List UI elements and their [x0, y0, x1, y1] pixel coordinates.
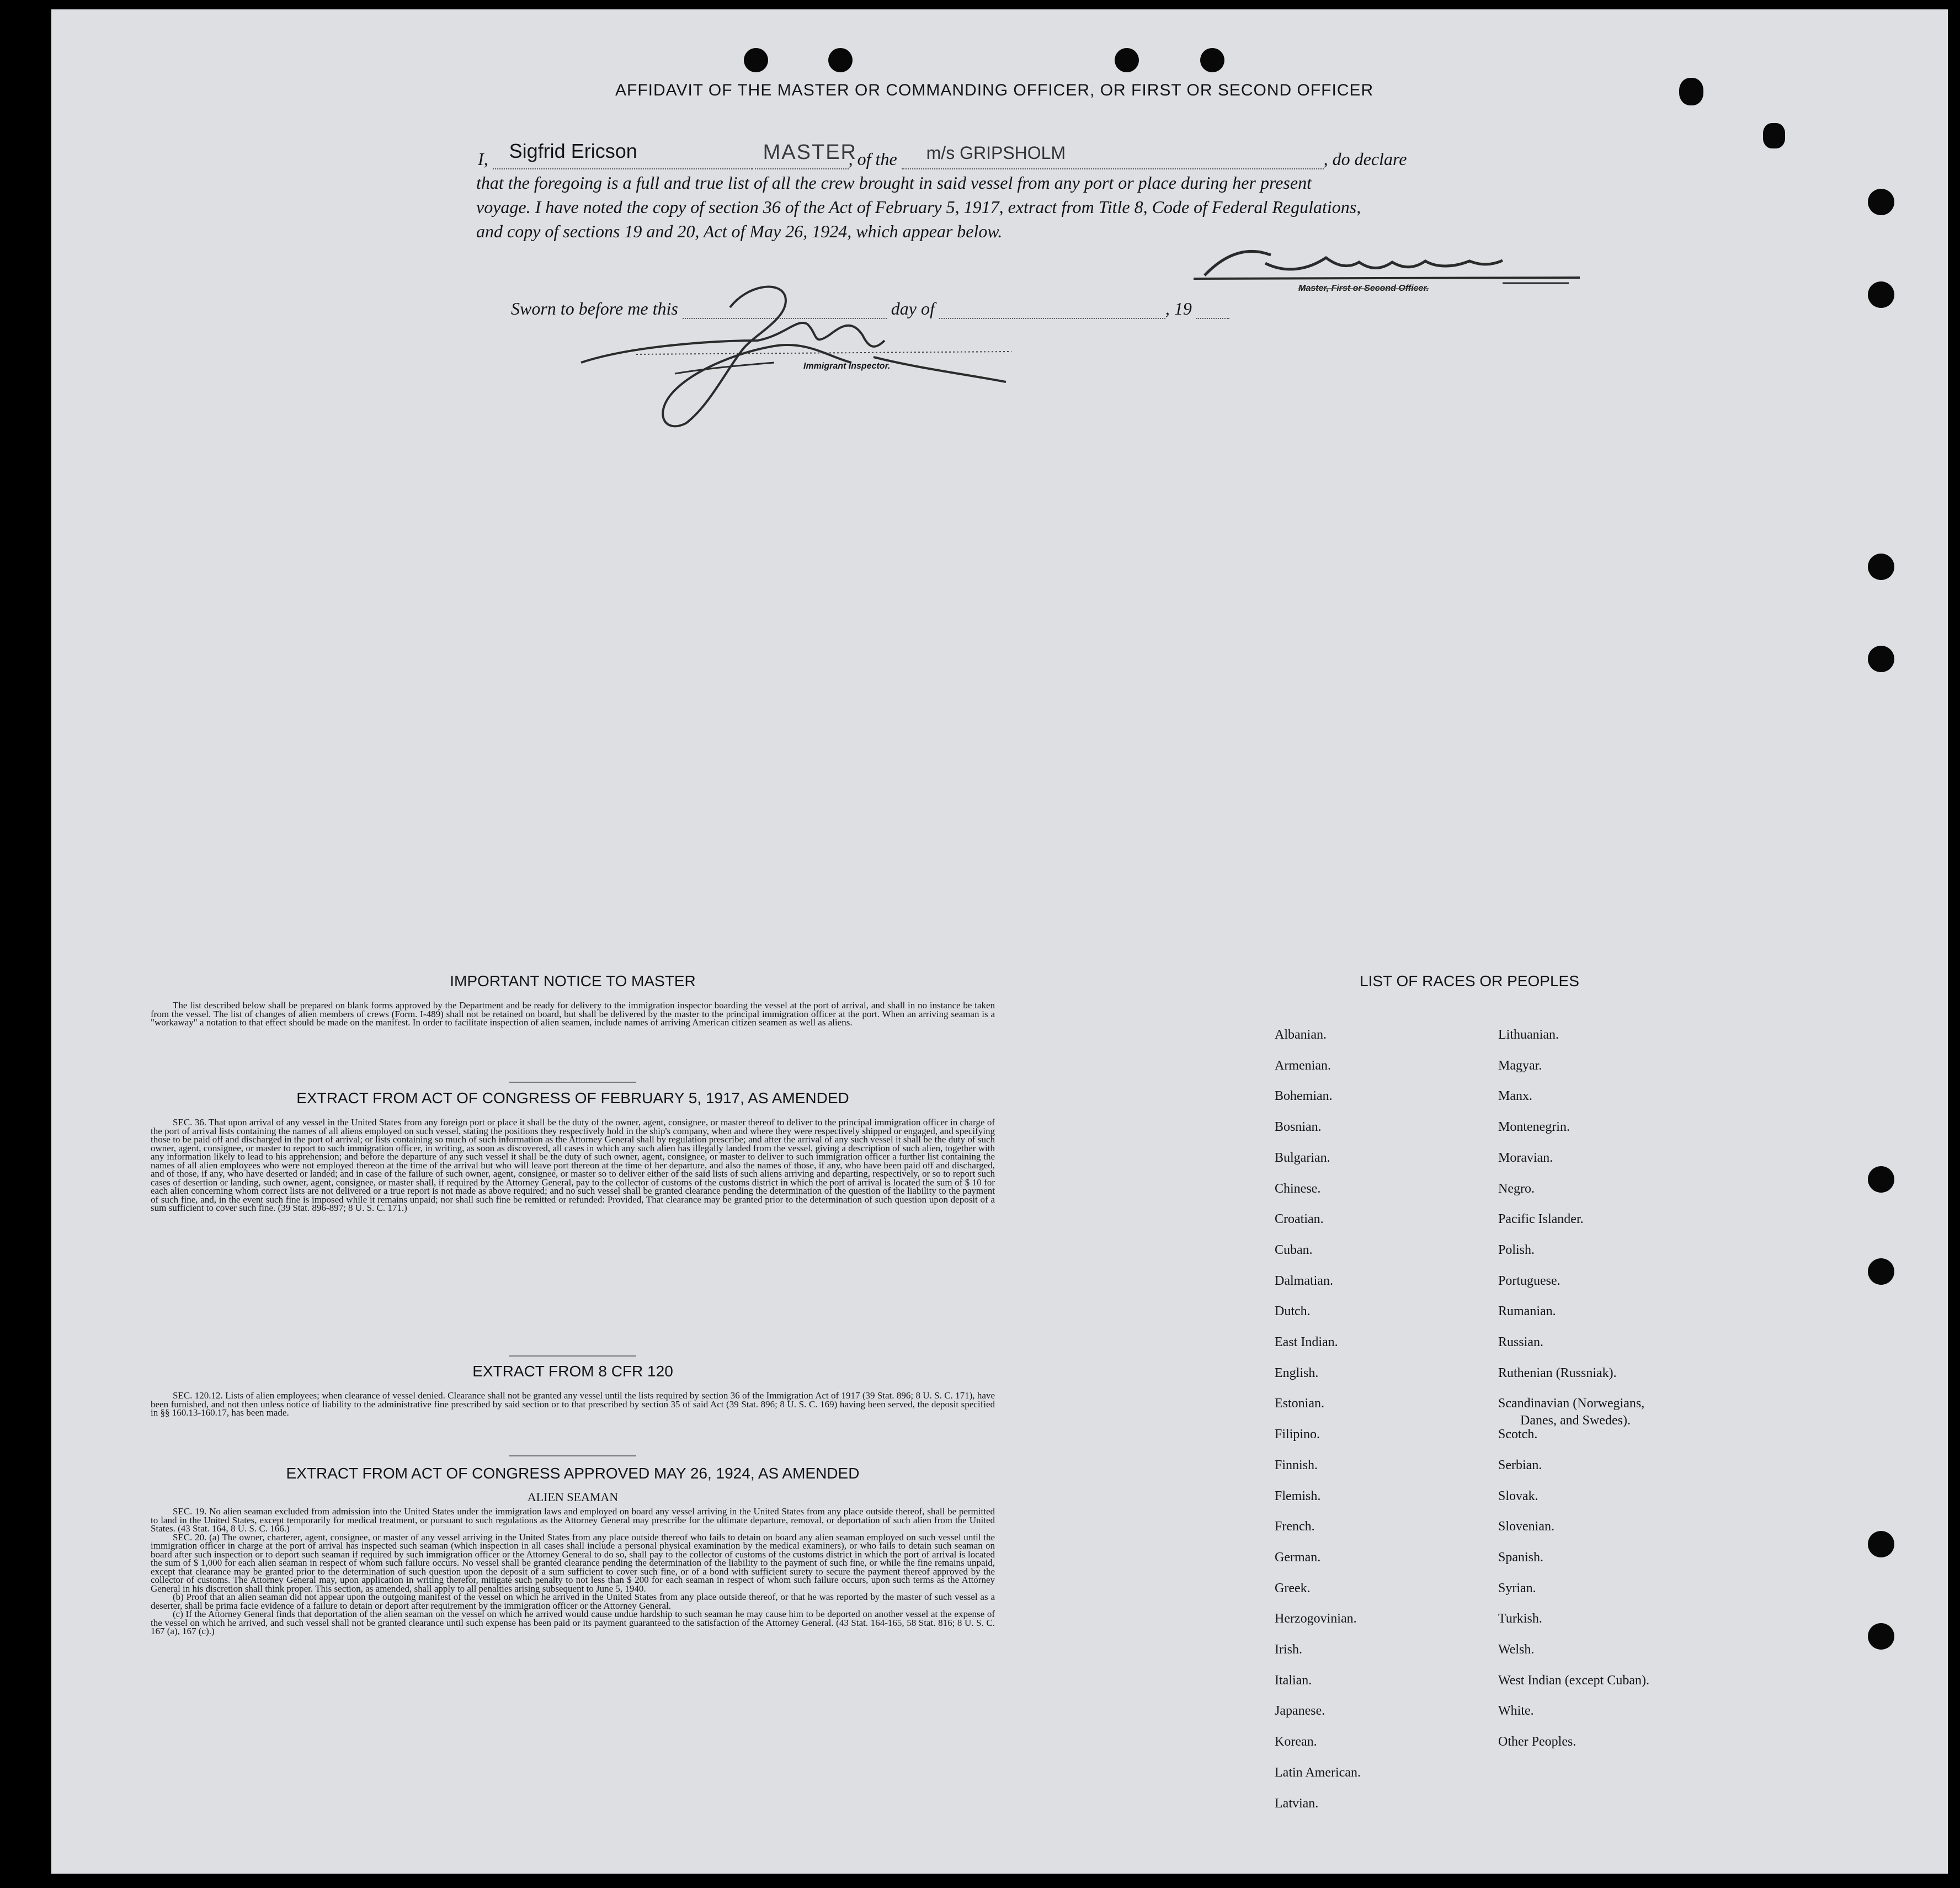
of-the-text: , of the [848, 149, 897, 169]
affidavit-title: AFFIDAVIT OF THE MASTER OR COMMANDING OFFICER, OR FIRST OR SECOND OFFICER [615, 81, 1374, 99]
punch-hole [1868, 1623, 1894, 1650]
punch-hole [1868, 189, 1894, 215]
declarant-name: Sigfrid Ericson [509, 140, 637, 162]
sec-20b-text: (b) Proof that an alien seaman did not appear upon the outgoing manifest of the vessel on which he arrived in the United States from any place outside thereof, or that he was reported by the master of such vessel as a deserter, shall be prima facie evidence of a failure to detain or deport after requirement by the immigration officer or the Attorney General. [151, 1592, 995, 1611]
race-item: German. [1275, 1550, 1321, 1565]
punch-hole [1679, 78, 1703, 105]
sec-19-text: SEC. 19. No alien seaman excluded from admission into the United States under the immigration laws and employed on board any vessel arriving in the United States from any place outside thereof, shall be permitted to land in the United States, except temporarily for medical treatment, or pursuant to such regulations as the Attorney General may prescribe for the ultimate departure, removal, or deportation of such alien from the United States. (43 Stat. 164, 8 U. S. C. 166.) [151, 1506, 995, 1534]
race-item: Greek. [1275, 1581, 1311, 1596]
race-item: Bosnian. [1275, 1120, 1322, 1134]
affidavit-line-4: and copy of sections 19 and 20, Act of May 26, 1924, which appear below. [476, 221, 1003, 241]
race-item: Serbian. [1498, 1458, 1542, 1472]
document-page [51, 9, 1948, 1874]
race-item: Bulgarian. [1275, 1151, 1330, 1165]
notice-text: The list described below shall be prepared on blank forms approved by the Department and be ready for delivery to the immigration inspector boarding the vessel at the port of arrival, and shall in no instance be taken from the vessel. The list of changes of alien members of crews (Form. I-489) shall not be retained on board, but shall be delivered by the master to the principal immigration officer at the port. When an arriving seaman is a "workaway" a notation to that effect should be made on the manifest. In order to facilitate inspection of alien seamen, include names of arriving American citizen seamen as well as aliens. [151, 1000, 995, 1028]
rank-field [752, 141, 858, 169]
race-item: Ruthenian (Russniak). [1498, 1366, 1617, 1380]
race-item: Welsh. [1498, 1642, 1535, 1657]
sec-20c-text: (c) If the Attorney General finds that deportation of the alien seaman on the vessel on which he arrived would cause undue hardship to such seaman he may cause him to be deported on another vessel at the expense of the vessel on which he arrived, and such vessel shall not be granted clearance until such expense has been paid or its payment guaranteed to the satisfaction of the Attorney General. (43 Stat. 164-165, 58 Stat. 816; 8 U. S. C. 167 (a), 167 (c).) [151, 1609, 995, 1636]
punch-hole [828, 48, 853, 72]
extract-1924-body [151, 1507, 995, 1636]
race-item: Finnish. [1275, 1458, 1318, 1472]
extract-1924-subtitle: ALIEN SEAMAN [527, 1490, 619, 1504]
race-item: Italian. [1275, 1673, 1312, 1688]
race-item: Irish. [1275, 1642, 1302, 1657]
race-item: Filipino. [1275, 1427, 1320, 1442]
race-item: Portuguese. [1498, 1274, 1560, 1288]
punch-hole [1868, 554, 1894, 580]
races-title: LIST OF RACES OR PEOPLES [1360, 972, 1579, 990]
pronoun: I, [478, 149, 488, 169]
sworn-text: Sworn to before me this [511, 299, 678, 318]
divider [509, 1082, 636, 1083]
punch-hole [1115, 48, 1139, 72]
race-item: White. [1498, 1704, 1534, 1718]
race-item: Armenian. [1275, 1059, 1331, 1073]
race-item: East Indian. [1275, 1335, 1338, 1349]
race-item: Flemish. [1275, 1489, 1321, 1503]
punch-hole [1200, 48, 1224, 72]
race-item: Moravian. [1498, 1151, 1553, 1165]
rank-stamp: MASTER [763, 141, 858, 164]
race-item: Bohemian. [1275, 1089, 1333, 1103]
race-item: Turkish. [1498, 1612, 1542, 1626]
race-item: Spanish. [1498, 1550, 1544, 1565]
race-item: Russian. [1498, 1335, 1544, 1349]
master-signature-caption: Master, First or Second Officer. [1298, 284, 1429, 293]
name-field [493, 140, 752, 169]
race-item: Negro. [1498, 1182, 1535, 1196]
race-item: Scandinavian (Norwegians, [1498, 1396, 1645, 1411]
race-item: Dutch. [1275, 1304, 1311, 1318]
race-item: Danes, and Swedes). [1520, 1413, 1631, 1428]
race-item: English. [1275, 1366, 1319, 1380]
affidavit-line-2: that the foregoing is a full and true list of all the crew brought in said vessel from any port or place during her present [476, 173, 1312, 193]
master-signature [1183, 236, 1613, 307]
inspector-caption: Immigrant Inspector. [803, 361, 891, 371]
punch-hole [1763, 123, 1785, 148]
race-item: Scotch. [1498, 1427, 1538, 1442]
race-item: Rumanian. [1498, 1304, 1556, 1318]
race-item: Croatian. [1275, 1212, 1324, 1226]
race-item: French. [1275, 1519, 1315, 1534]
affidavit-line-3: voyage. I have noted the copy of section 36 of the Act of February 5, 1917, extract from Title 8, Code of Federal Regulations, [476, 197, 1361, 217]
sworn-year-field [1196, 301, 1229, 319]
punch-hole [744, 48, 768, 72]
extract-1917-text: SEC. 36. That upon arrival of any vessel in the United States from any foreign port or place it shall be the duty of the owner, agent, consignee, or master thereof to deliver to the principal immigration officer in charge of the port of arrival lists containing the names of all aliens employed on such vessel, stating the positions they respectively hold in the ship's company, when and where they were respectively shipped or engaged, and specifying those to be paid off and discharged in the port of arrival; or lists containing so much of such information as the Attorney General shall by regulation prescribe; and after the arrival of any such vessel it shall be the duty of such owner, agent, consignee, or master to report to such immigration officer, in writing, as soon as discovered, all cases in which any such alien has illegally landed from the vessel, giving a description of such alien, together with any information likely to lead to his apprehension; and before the departure of any such vessel it shall be the duty of such owner, agent, consignee, or master to deliver to such immigration officer a further list containing the names of all alien employees who were not employed thereon at the time of the arrival but who will leave port thereon at the time of her departure, and also the names of those, if any, who have been paid off and discharged, and of those, if any, who have deserted or landed; and in case of the failure of such owner, agent, consignee, or master so to deliver either of the said lists of such aliens arriving and departing, respectively, or so to report such cases of desertion or landing, such owner, agent, consignee, or master shall, if required by the Attorney General, pay to the collector of customs of the customs district in which the port of arrival is located the sum of $ 10 for each alien concerning whom correct lists are not delivered or a true report is not made as above required; and no such vessel shall be granted clearance pending the determination of the question of the liability to the payment of such fine, and, in the event such fine is imposed while it remains unpaid; nor shall such fine be remitted or refunded: Provided, That clearance may be granted prior to the determination of such question upon deposit of a sum sufficient to cover such fine. (39 Stat. 896-897; 8 U. S. C. 171.) [151, 1117, 995, 1213]
sec-20a-text: SEC. 20. (a) The owner, charterer, agent, consignee, or master of any vessel arriving in the United States from any place outside thereof who fails to detain on board any alien seaman employed on such vessel until the immigration officer in charge at the port of arrival has inspected such seaman (which inspection in all cases shall include a personal physical examination by the medical examiners), or who fails to detain such seaman on board after such inspection or to deport such seaman if required by such immigration officer or the Attorney General to do so, shall pay to the collector of customs of the customs district in which the port of arrival is located the sum of $ 1,000 for each alien seaman in respect of whom such failure occurs. No vessel shall be granted clearance pending the determination of the liability to the payment of such fine, or while the fine remains unpaid, except that clearance may be granted prior to the determination of such question upon the deposit of a sum sufficient to cover such fine, or of a bond with sufficient surety to secure the payment thereof approved by the collector of customs. The Attorney General may, upon application in writing therefor, mitigate such penalty to not less than $ 200 for each seaman in respect of whom such failure occurs, upon such terms as the Attorney General in his discretion shall think proper. This section, as amended, shall apply to all penalties arising subsequent to June 5, 1940. [151, 1531, 995, 1594]
race-item: Herzogovinian. [1275, 1612, 1357, 1626]
day-of-text: day of [891, 299, 935, 318]
race-item: Syrian. [1498, 1581, 1536, 1596]
race-item: Slovenian. [1498, 1519, 1554, 1534]
race-item: Magyar. [1498, 1059, 1542, 1073]
punch-hole [1868, 1258, 1894, 1285]
race-item: Estonian. [1275, 1396, 1324, 1411]
punch-hole [1868, 1166, 1894, 1193]
vessel-name: m/s GRIPSHOLM [926, 143, 1066, 163]
extract-1917-title: EXTRACT FROM ACT OF CONGRESS OF FEBRUARY 5, 1917, AS AMENDED [296, 1089, 849, 1107]
race-item: Manx. [1498, 1089, 1532, 1103]
extract-cfr-text: SEC. 120.12. Lists of alien employees; when clearance of vessel denied. Clearance shall not be granted any vessel until the lists required by section 36 of the Immigration Act of 1917 (39 Stat. 896; 8 U. S. C. 171), have been furnished, and not then unless notice of liability to the administrative fine prescribed by said section or to that prescribed by section 35 of said Act (39 Stat. 896; 8 U. S. C. 169) having been served, the deposit specified in §§ 160.13-160.17, has been made. [151, 1390, 995, 1418]
punch-hole [1868, 281, 1894, 308]
inspector-signature [576, 263, 1072, 434]
race-item: Albanian. [1275, 1028, 1327, 1042]
race-item: Slovak. [1498, 1489, 1538, 1503]
race-item: Latvian. [1275, 1796, 1319, 1811]
race-item: Lithuanian. [1498, 1028, 1559, 1042]
race-item: West Indian (except Cuban). [1498, 1673, 1649, 1688]
extract-cfr-title: EXTRACT FROM 8 CFR 120 [472, 1363, 673, 1380]
race-item: Montenegrin. [1498, 1120, 1570, 1134]
vessel-field [902, 143, 1324, 169]
divider [509, 1455, 636, 1456]
extract-1924-title: EXTRACT FROM ACT OF CONGRESS APPROVED MAY 26, 1924, AS AMENDED [286, 1465, 860, 1482]
year-prefix: , 19 [1165, 299, 1192, 318]
punch-hole [1868, 646, 1894, 672]
divider [509, 1355, 636, 1357]
race-item: Korean. [1275, 1735, 1317, 1749]
race-item: Cuban. [1275, 1243, 1313, 1257]
race-item: Chinese. [1275, 1182, 1321, 1196]
affidavit-line-1 [478, 140, 1407, 169]
race-item: Other Peoples. [1498, 1735, 1576, 1749]
race-item: Dalmatian. [1275, 1274, 1333, 1288]
notice-title: IMPORTANT NOTICE TO MASTER [450, 972, 696, 990]
race-item: Pacific Islander. [1498, 1212, 1584, 1226]
race-item: Japanese. [1275, 1704, 1325, 1718]
punch-hole [1868, 1531, 1894, 1557]
do-declare-text: , do declare [1323, 149, 1407, 169]
race-item: Polish. [1498, 1243, 1535, 1257]
race-item: Latin American. [1275, 1765, 1361, 1780]
